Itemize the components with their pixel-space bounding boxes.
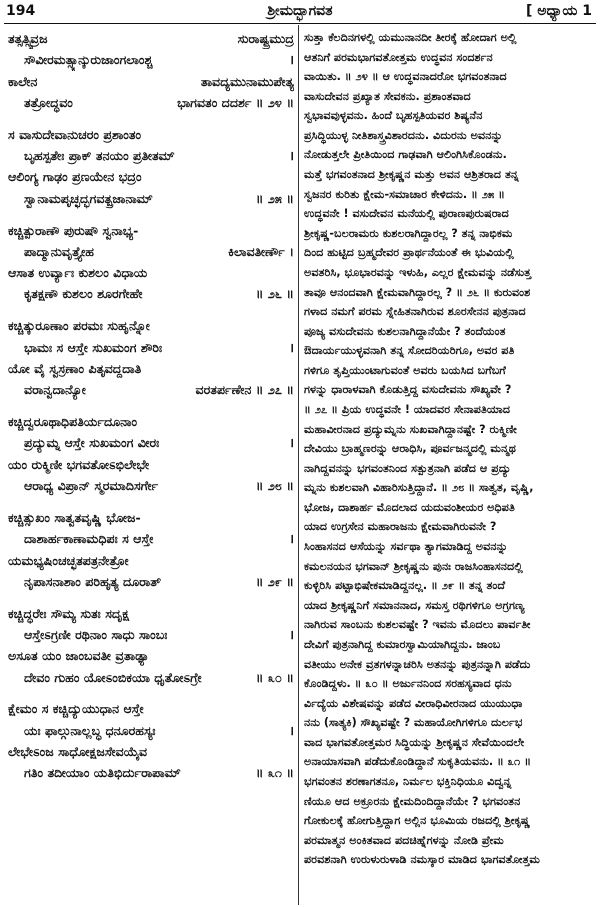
translation-line: ದೇವಿಯು ಬ್ರಾಹ್ಮಣರನ್ನು ಆರಾಧಿಸಿ, ಪೂರ್ವಜನ್ಮದಲ್ಲಿ ಮನ್ಮಥ <box>304 442 516 456</box>
translation-line: ಸ್ವಜನರ ಕುರಿತು ಕ್ಷೇಮ-ಸಮಾಚಾರ ಕೇಳಿದನು. ॥ ೨೫ ॥ <box>304 187 505 201</box>
translation-line: ನೋಡುತ್ತಲೇ ಪ್ರೀತಿಯಿಂದ ಗಾಢವಾಗಿ ಆಲಿಂಗಿಸಿಕೊಂಡನು. <box>304 148 507 162</box>
verse-line-right: । <box>289 626 294 642</box>
verse-line <box>2 49 294 70</box>
verse-line <box>2 698 294 719</box>
verse-line-right: ॥ ೨೬ ॥ <box>255 286 294 302</box>
verse-line <box>2 166 294 187</box>
verse-line <box>2 624 294 645</box>
verse-line-right: । <box>289 52 294 68</box>
translation-line: ಪೂಜ್ಯ ವಸುದೇವನು ಕುಶಲನಾಗಿದ್ದಾನೆಯೇ ? ತಂದೆಯಂತ <box>304 324 506 338</box>
verse-line <box>2 92 294 113</box>
verse-line <box>2 571 294 592</box>
verse-line-left: ದೇವಂ ಗುಹಂ ಯೋಽಂಬಿಕಯಾ ಧೃತೋಽಗ್ರೇ <box>24 669 202 685</box>
verse-line-left: ಪಾದ್ಮಾನುವೃತ್ತ್ಯೇಹ <box>24 243 95 259</box>
verse-line-left: ಕಚ್ಚಿತ್ಪುರಾಣೌ ಪುರುಷೌ ಸ್ವನಾಭ್ಯ- <box>8 222 139 238</box>
page-header <box>0 0 600 22</box>
verse-line-left: ದಾಶಾರ್ಹಕಾಣಾಮಧಿಪಃ ಸ ಆಸ್ತೇ <box>24 531 154 547</box>
verse-line <box>2 603 294 624</box>
verse-line-left: ವರಾನ್ವದಾನ್ಯೋ <box>24 382 86 398</box>
verse-line-right: ॥ ೩೦ ॥ <box>255 669 294 685</box>
verse-line <box>2 283 294 304</box>
verse-line-right: ॥ ೨೫ ॥ <box>255 190 294 206</box>
verse-line <box>2 358 294 379</box>
translation-line: ಆತನಿಗೆ ಪರಮಭಾಗವತೋತ್ತಮ ಉದ್ಧವನ ಸಂದರ್ಶನ <box>304 50 493 64</box>
verse-line-left: ಯಃ ಫಾಲ್ಗುನಾಲ್ಲಬ್ಧ ಧನೂರಹಸ್ಯಃ <box>24 722 156 738</box>
verse-line <box>2 220 294 241</box>
verse-line-left: ಯಂ ರುಕ್ಮಿಣೀ ಭಗವತೋಽಭಿಲೇಭೇ <box>8 456 150 472</box>
translation-line: ಪ್ರಸಿದ್ಧಿಯುಳ್ಳ ನೀತಿಶಾಸ್ತ್ರವಿಶಾರದನು. ವಿದುರನು ಅವನನ್ನು <box>304 128 503 142</box>
verse-line-left: ಕ್ಷೇಮಂ ಸ ಕಚ್ಚಿದ್ಯುಯುಧಾನ ಆಸ್ತೇ <box>8 701 144 717</box>
translation-line: ತಾವೂ ಆನಂದವಾಗಿ ಕ್ಷೇಮವಾಗಿದ್ದಾರಲ್ಲ ? ॥ ೨೬ ॥ ಕುರುವಂಶ <box>304 285 531 299</box>
translation-line: ಕೊಂಡಿದ್ದಳು. ॥ ೩೦ ॥ ಅರ್ಜುನನಿಂದ ಸರಹಸ್ಯವಾದ ಧನು <box>304 677 512 691</box>
verse-line <box>2 507 294 528</box>
translation-line: ಭಗವಂತನ ಶರಣಾಗತನೂ, ನಿರ್ಮಲ ಭಕ್ತಿನಿಧಿಯೂ ವಿದ್ವನ್ನ <box>304 774 512 788</box>
translation-line: ಗೋಕುಲಕ್ಕೆ ಹೋಗುತ್ತಿದ್ದಾಗ ಅಲ್ಲಿನ ಭೂಮಿಯ ರಜದಲ್ಲಿ ಶ್ರೀಕೃಷ್ಣ <box>304 814 531 828</box>
translation-line: ದಿಂದ ಹುಟ್ಟಿದ ಬ್ರಹ್ಮದೇವರ ಪ್ರಾರ್ಥನೆಯಂತೆ ಈ ಭುವಿಯಲ್ಲಿ <box>304 246 514 260</box>
verse-block <box>2 411 294 496</box>
verse-line-left: ಯೋ ವೈ ಸ್ವಸ್ರಣಾಂ ಪಿತೃವದ್ದದಾತಿ <box>8 360 142 376</box>
verse-block <box>2 603 294 688</box>
verse-line <box>2 475 294 496</box>
running-title: ಶ್ರೀಮದ್ಭಾಗವತ <box>267 3 333 19</box>
verse-line <box>2 411 294 432</box>
translation-line: ಪರವಶನಾಗಿ ಉರುಳುರುಳಾಡಿ ನಮಸ್ಕಾರ ಮಾಡಿದ ಭಾಗವತೋತ್ತಮ <box>304 853 540 867</box>
verse-line-left: ಆಸಾತ ಉರ್ವ್ಯಾಃ ಕುಶಲಂ ವಿಧಾಯ <box>8 265 148 281</box>
verse-line <box>2 379 294 400</box>
translation-line: ಯಾದ ಶ್ರೀಕೃಷ್ಣನಿಗೆ ಸಮಾನನಾದ, ಸಮಸ್ತ ರಥಿಗಳಿಗೂ ಅಗ್ರಗಣ್ಯ <box>304 598 525 612</box>
translation-line: ಅನಾಯಾಸವಾಗಿ ಪಡೆದುಕೊಂಡಿದ್ದಾನೆ ಸುಕೃತಿಯವನು. ॥ ೩೧ ॥ <box>304 755 532 769</box>
verse-line <box>2 550 294 571</box>
translation-line: ಸಿಂಹಾಸನದ ಆಸೆಯನ್ನು ಸರ್ವಥಾ ತ್ಯಾಗಮಾಡಿದ್ದ ಅವನನ್ನು <box>304 540 508 554</box>
translation-line: ವಾಯಿತು. ॥ ೨೪ ॥ ಆ ಉದ್ಧವನಾದರೋ ಭಗವಂತನಾದ <box>304 70 507 84</box>
translation-line: ವಾಸುದೇವನ ಪ್ರಖ್ಯಾತ ಸೇವಕನು. ಪ್ರಶಾಂತವಾದ <box>304 89 471 103</box>
verse-line-left: ಕಚ್ಚಿದ್ಧರೇಃ ಸೌಮ್ಯ ಸುತಃ ಸದೃಕ್ಷ <box>8 605 130 621</box>
verse-line <box>2 241 294 262</box>
verse-line-left: ಸ ವಾಸುದೇವಾನುಚರಂ ಪ್ರಶಾಂತಂ <box>8 126 142 142</box>
verse-line <box>2 188 294 209</box>
verse-line-left: ಆರಾಧ್ಯ ವಿಪ್ರಾನ್ ಸ್ಮರಮಾದಿಸರ್ಗೇ <box>24 478 159 494</box>
page-number: 194 <box>6 3 36 19</box>
verse-line <box>2 432 294 453</box>
translation-line: ಮಹಾವೀರನಾದ ಪ್ರದ್ಯುಮ್ನನು ಸುಖವಾಗಿದ್ದಾನಷ್ಟೇ ? ರುಕ್ಮಿಣೀ <box>304 422 517 436</box>
verse-line <box>2 528 294 549</box>
verse-line-left: ಯಮಭ್ಯಷಿಂಚಚ್ಛತಪತ್ರನೇತ್ರೋ <box>8 552 129 568</box>
verse-line-right: ॥ ೨೯ ॥ <box>255 573 294 589</box>
translation-line: ಪರಮಾತ್ಮನ ಅಂಕಿತವಾದ ಪದಚಿಹ್ನೆಗಳನ್ನು ನೋಡಿ ಪ್ರೇಮ <box>304 833 504 847</box>
translation-line: ಶ್ರೀಕೃಷ್ಣ-ಬಲರಾಮರು ಕುಶಲರಾಗಿದ್ದಾರಲ್ಲ ? ತನ್ನ ನಾಭಿಕಮ <box>304 226 513 240</box>
verse-line-left: ತತ್ರೋದ್ಧವಂ <box>24 94 73 110</box>
translation-line: ಸುತ್ತಾ ಕೆಲದಿನಗಳಲ್ಲಿ ಯಮುನಾನದೀ ತೀರಕ್ಕೆ ಹೋದಾಗ ಅಲ್ಲಿ <box>304 31 517 44</box>
verse-line <box>2 741 294 762</box>
verse-line <box>2 124 294 145</box>
verse-line-left: ಕಚ್ಚಿದ್ವರೂಥಾಧಿಪತಿರ್ಯದೂನಾಂ <box>8 414 138 430</box>
translation-line: ರ್ವಿದ್ಯೆಯ ವಿಶೇಷವನ್ನು ಪಡೆದ ವೀರಾಧಿವೀರನಾದ ಯುಯುಧಾ <box>304 696 523 710</box>
verse-line <box>2 667 294 688</box>
verse-line-right: ಸುರಾಷ್ಟ್ರಮುದ್ರ <box>237 31 294 46</box>
verse-line-right: ಕಿಲಾವತೀರ್ಣೌ । <box>228 243 294 259</box>
translation-line: ಕಮಲನಯನ ಭಗವಾನ್ ಶ್ರೀಕೃಷ್ಣನು ಪುನಃ ರಾಜಸಿಂಹಾಸನದಲ್ಲಿ <box>304 559 523 573</box>
translation-line: ಸ್ವಭಾವವುಳ್ಳವನು. ಹಿಂದೆ ಬೃಹಸ್ಪತಿಯವರ ಶಿಷ್ಯನೆನ <box>304 109 483 123</box>
verse-line-right: । <box>289 148 294 164</box>
verse-line-left: ಭಾಮಃ ಸ ಆಸ್ತೇ ಸುಖಮಂಗ ಶೌರಿಃ <box>24 339 163 355</box>
translation-line: ಮತ್ತೆ ಭಗವಂತನಾದ ಶ್ರೀಕೃಷ್ಣನ ಮತ್ತು ಅವನ ಆಶ್ರಿತರಾದ ತನ್ನ <box>304 168 519 182</box>
verse-line-right: ॥ ೨೮ ॥ <box>255 478 294 494</box>
translation-line: ಕುಳ್ಳಿರಿಸಿ ಪಟ್ಟಾಭಿಷೇಕಮಾಡಿದ್ದನಲ್ಲ. ॥ ೨೯ ॥ ತನ್ನ ತಂದೆ <box>304 579 506 593</box>
verse-line <box>2 71 294 92</box>
verse-line <box>2 337 294 358</box>
verse-line-left: ಸೌವೀರಮತ್ಸ್ಯಾನ್ಕುರುಜಾಂಗಲಾಂಶ್ಚ <box>24 52 153 68</box>
verse-line-right: । <box>289 339 294 355</box>
translation-line: ಗಳಿಗೂ ತೃಪ್ತಿಯುಂಟಾಗುವಂತೆ ಅವರು ಬಯಸಿದ ಬಗೆಬಗೆ <box>304 363 506 377</box>
chapter-label: [ ಅಧ್ಯಾಯ 1 <box>525 3 592 19</box>
verse-block <box>2 28 294 113</box>
translation-line: ಗಳನ್ನು ಧಾರಾಳವಾಗಿ ಕೊಡುತ್ತಿದ್ದ ವಸುದೇವನು ಸೌಖ್ಯವೇ ? <box>304 383 512 397</box>
translation-line: ಅವತರಿಸಿ, ಭೂಭಾರವನ್ನು ಇಳುಹಿ, ಎಲ್ಲರ ಕ್ಷೇಮವನ್ನು ನಡೆಸುತ್ತ <box>304 265 532 279</box>
verse-block <box>2 698 294 783</box>
verse-line-left: ಗತಿಂ ತದೀಯಾಂ ಯತಿಭಿರ್ದುರಾಪಾಮ್ <box>24 765 181 781</box>
verse-line-left: ಬೃಹಸ್ಪತೇಃ ಪ್ರಾಕ್ ತನಯಂ ಪ್ರತೀತಮ್ <box>24 148 175 164</box>
verse-line <box>2 645 294 666</box>
translation-line: ದೇವಿಗೆ ಪುತ್ರನಾಗಿದ್ದ ಕುಮಾರಸ್ವಾಮಿಯಾಗಿದ್ದನು. ಜಾಂಬ <box>304 637 501 651</box>
translation-line: ಣಿಯೂ ಆದ ಅಕ್ರೂರನು ಕ್ಷೇಮದಿಂದಿದ್ದಾನೆಯೇ ? ಭಗವಂತನ <box>304 794 521 808</box>
verse-line <box>2 28 294 49</box>
translation-line: ಉದ್ಧವನೇ ! ವಸುದೇವನ ಮನೆಯಲ್ಲಿ ಪುರಾಣಪುರುಷರಾದ <box>304 207 509 221</box>
translation-line: ಭೋಜ, ದಾಶಾರ್ಹ ಮೊದಲಾದ ಯದುವಂಶೀಯರ ಅಧಿಪತಿ <box>304 500 515 514</box>
verse-line <box>2 454 294 475</box>
translation-line: ಔದಾರ್ಯಯುಳ್ಳವನಾಗಿ ತನ್ನ ಸೋದರಿಯರಿಗೂ, ಅವರ ಪತಿ <box>304 344 515 358</box>
translation-line: ॥ ೨೭ ॥ ಪ್ರಿಯ ಉದ್ಧವನೇ ! ಯಾದವರ ಸೇನಾಪತಿಯಾದ <box>304 402 511 416</box>
verse-line-right: ತಾವದ್ಯಮುನಾಮುಪೇತ್ಯ <box>200 73 294 89</box>
verse-line-left: ಅಸೂತ ಯಂ ಜಾಂಬವತೀ ವ್ರತಾಢ್ಯಾ <box>8 648 150 664</box>
verse-line-right: । <box>289 531 294 547</box>
verse-line <box>2 720 294 741</box>
header-rule <box>4 23 596 24</box>
column-divider <box>298 25 299 905</box>
translation-column <box>304 28 596 870</box>
translation-line: ವಾದ ಭಾಗವತೋತ್ತಮರ ಸಿದ್ಧಿಯನ್ನು ಶ್ರೀಕೃಷ್ಣನ ಸೇವೆಯಿಂದಲೇ <box>304 735 525 749</box>
verse-line-left: ಸ್ವಾನಾಮಪೃಚ್ಛದ್ಭಗವತ್ಪ್ರಜಾನಾಮ್ <box>24 190 153 206</box>
verse-line-right: ॥ ೩೧ ॥ <box>255 765 294 781</box>
verse-line-left: ಲೇಭೇಽಂಜ ಸಾಧೋಕ್ಷಜಸೇವಯೈವ <box>8 744 148 760</box>
verse-line-left: ಆಸ್ತೇಽಗ್ರಣೀ ರಥಿನಾಂ ಸಾಧು ಸಾಂಬಃ <box>24 626 168 642</box>
verse-line-left: ಕಚ್ಚಿತ್ಸುಖಂ ಸಾತ್ವತವೃಷ್ಣಿ ಭೋಜ- <box>8 509 141 525</box>
verse-column <box>2 28 294 794</box>
translation-line: ನಾಗಿದ್ದವನನ್ನು ಭಗವಂತನಿಂದ ಸತ್ಪುತ್ರನಾಗಿ ಪಡೆದ ಆ ಪ್ರದ್ಯು <box>304 461 512 475</box>
verse-line <box>2 315 294 336</box>
verse-line-right: ಭಾಗವತಂ ದದರ್ಶ ॥ ೨೪ ॥ <box>177 94 294 110</box>
verse-line-left: ಪ್ರದ್ಯುಮ್ನ ಆಸ್ತೇ ಸುಖಮಂಗ ವೀರಃ <box>24 435 160 451</box>
verse-line-left: ತತ್ಸತ್ಸ್ವಿವ್ರಜ <box>8 31 48 46</box>
translation-line: ನನು (ಸಾತ್ಯಕಿ) ಸೌಖ್ಯವಷ್ಟೇ ? ಮಹಾಯೋಗಿಗಳಿಗೂ ದುರ್ಲಭ <box>304 716 523 730</box>
translation-line: ಗಳಾದ ನಮಗೆ ಪರಮ ಸ್ನೇಹಿತನಾಗಿರುವ ಶೂರಸೇನನ ಪುತ್ರನಾದ <box>304 305 526 319</box>
verse-line <box>2 262 294 283</box>
verse-block <box>2 315 294 400</box>
verse-line-left: ಆಲಿಂಗ್ಯ ಗಾಢಂ ಪ್ರಣಯೇನ ಭದ್ರಂ <box>8 169 142 185</box>
verse-line-left: ನೃಪಾಸನಾಶಾಂ ಪರಿಹೃತ್ಯ ದೂರಾತ್ <box>24 573 161 589</box>
verse-block <box>2 507 294 592</box>
verse-line-left: ಕಾಲೇನ <box>8 73 38 89</box>
verse-block <box>2 220 294 305</box>
translation-line: ಮ್ನನು ಕುಶಲವಾಗಿ ವಿಹಾರಿಸುತ್ತಿದ್ದಾನೆ. ॥ ೨೮ ॥ ಸಾತ್ವತ, ವೃಷ್ಣಿ, <box>304 481 534 495</box>
verse-line <box>2 145 294 166</box>
verse-line-left: ಕೃತಕ್ಷಣೌ ಕುಶಲಂ ಶೂರಗೇಹೇ <box>24 286 143 302</box>
translation-line: ನಾಗಿರುವ ಸಾಂಬನು ಕುಶಲವಷ್ಟೇ ? ಇವನು ಮೊದಲು ಪಾರ್ವತೀ <box>304 618 531 632</box>
verse-line-right: । <box>289 722 294 738</box>
verse-line-right: । <box>289 435 294 451</box>
verse-line <box>2 762 294 783</box>
verse-line-right: ವರತರ್ಪಣೇನ ॥ ೨೭ ॥ <box>195 382 294 398</box>
translation-line: ಯಾದ ಉಗ್ರಸೇನ ಮಹಾರಾಜನು ಕ್ಷೇಮವಾಗಿರುವನೇ ? <box>304 520 497 534</box>
verse-line-left: ಕಚ್ಚಿತ್ಕುರೂಣಾಂ ಪರಮಃ ಸುಹೃನ್ನೋ <box>8 318 150 334</box>
verse-block <box>2 124 294 209</box>
translation-line: ವತೀಯು ಅನೇಕ ವ್ರತಗಳನ್ನಾಚರಿಸಿ ಅತನನ್ನು ಪುತ್ರನನ್ನಾಗಿ ಪಡೆದು <box>304 657 531 671</box>
